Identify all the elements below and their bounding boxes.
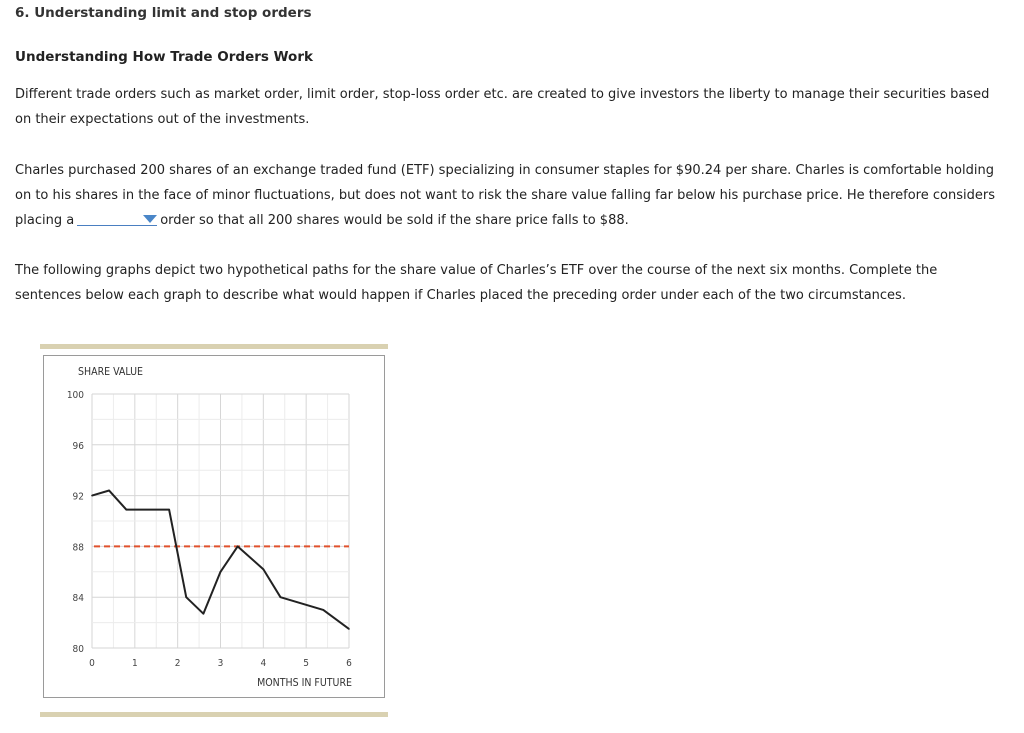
x-tick-label: 3 (217, 658, 224, 669)
share-value-point (348, 628, 350, 630)
y-tick-label: 96 (72, 440, 84, 452)
graphs-intro-paragraph: The following graphs depict two hypothetical paths for the share value of Charles’s ETF over the course of the next six months. Complete the sentences below each graph to describe what would happen if Charles placed the preceding order under each of the two circumstances. (15, 263, 938, 303)
dropdown-arrow-icon (143, 215, 157, 223)
share-value-point (108, 490, 110, 492)
share-value-point (237, 546, 239, 548)
share-value-point (220, 571, 222, 573)
scenario-text-before: Charles purchased 200 shares of an exchange traded fund (ETF) specializing in consumer staples for $90.24 per share. Charles is comfortable holding on to his shares in the face of minor fluctuations, but does not want to risk the share value falling far below his purchase price. He therefore considers placing a (15, 163, 995, 228)
section-heading: Understanding How Trade Orders Work (15, 49, 313, 65)
x-tick-label: 5 (303, 658, 310, 669)
share-value-point (125, 509, 127, 511)
y-axis-title: SHARE VALUE (78, 366, 143, 378)
share-value-point (168, 509, 170, 511)
y-tick-label: 92 (72, 491, 84, 503)
y-tick-label: 88 (72, 542, 84, 554)
x-tick-label: 0 (89, 658, 95, 669)
share-value-point (203, 613, 205, 615)
share-value-graph-panel (40, 344, 388, 719)
y-tick-label: 100 (66, 390, 84, 401)
intro-paragraph: Different trade orders such as market order, limit order, stop-loss order etc. are created to give investors the liberty to manage their securities based on their expectations out of the investments. (15, 87, 990, 127)
y-tick-label: 80 (72, 644, 84, 655)
x-tick-label: 6 (346, 658, 352, 669)
y-tick-label: 84 (72, 593, 84, 605)
share-value-point (263, 568, 265, 570)
share-value-point (91, 495, 93, 497)
x-tick-label: 2 (174, 658, 181, 669)
order-type-dropdown[interactable] (77, 211, 157, 226)
x-axis-title: MONTHS IN FUTURE (257, 677, 352, 689)
scenario-text-after: order so that all 200 shares would be sold if the share price falls to $88. (160, 213, 629, 228)
graph-top-bar (40, 344, 388, 349)
question-title: 6. Understanding limit and stop orders (15, 5, 312, 21)
x-tick-label: 1 (131, 658, 138, 669)
x-tick-label: 4 (260, 658, 267, 669)
share-value-chart (44, 356, 384, 697)
share-value-point (280, 596, 282, 598)
share-value-point (185, 596, 187, 598)
scenario-paragraph (15, 158, 1000, 233)
graph-bottom-bar (40, 712, 388, 717)
graph-frame (43, 355, 385, 698)
share-value-point (323, 609, 325, 611)
